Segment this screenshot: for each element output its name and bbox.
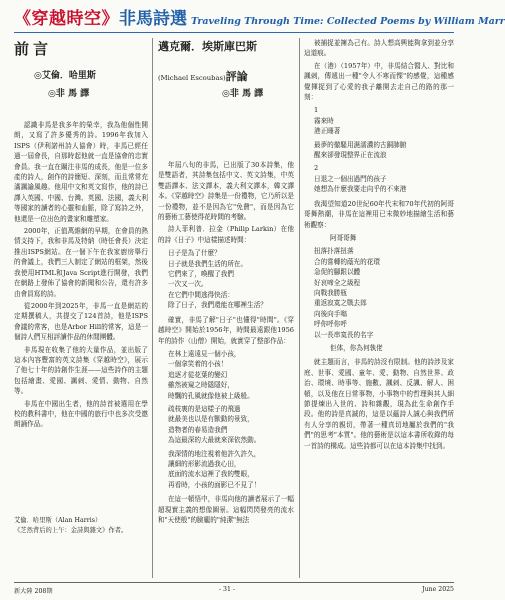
preface-paragraph: 從2000年到2025年，非馬一直是網站的定期撰稿人，共提交了124首詩，他是ISPS會議的常客，也是Arbor Hill的常客，這是一個詩人們互相評讀作品的休閒團體。 (14, 301, 148, 342)
column-divider-2 (299, 38, 300, 578)
review-paragraph: 我渴望知道20世紀60年代末和70年代初的阿哥哥舞熱潮，非馬在這裡用已末微妙地描繪生活和藝術觀察： (304, 199, 454, 229)
review-paragraph: 就主題而言，非馬的詩沒有限制。他的詩涉及家庭、世事、愛國、童年、愛、動物、自然世界、政治、環境、時事等、施數、諷刺、反諷、解人、困頓，以及他在日常事物，小事物中的哲理與其人細節提煉出入世的、詩和雜觀，現為此生命創作手段。他的詩是真誠的，這是以蘊詩人誠心與我們所有人分享的親切，帶著一種真切地屬於我們的"我們"的思考"本質"。他的藝術是以這本書所收錄的每一首詩的構成。這些詩都可以在這本詩集中找到。 (304, 358, 454, 450)
preface-paragraph: 2000年，正值萬維網的早期，在會員的熱情支持下，我和非馬及特納（時任會長）決定推出ISPS網站。在一個下午在我家廚房舉行的會議上，我們三人制定了網站的框架，然後我使用HTML和Java Script進行開發，我們在網路上發佈了協會的新聞和公告，還有許多由會員寫的詩。 (14, 227, 148, 298)
review-subline (158, 68, 248, 84)
review-english-name: (Michael Escoubas) (158, 74, 226, 82)
bio-name: 艾倫．哈里斯（Alan Harris） (14, 517, 102, 524)
poem-line: 在林上遠遠見一個小孩， (168, 349, 241, 358)
poem-line: 追逐才從花葉的變幻 (168, 370, 228, 379)
poem-line: 合的嘗轉的蔭光的花環 (314, 257, 380, 266)
poem-line: 重返寂寞之戰去郎 (314, 299, 367, 308)
preface-paragraph: 非馬在中國出生者，他的詩首被選用在學校的教科書中，他在中國的旅行中也多次受邀朗誦作品。 (14, 399, 148, 429)
poem-line: 向戰我勝瓶 (314, 288, 347, 297)
poem-line: 讓細的形影流過我心田， (168, 459, 241, 468)
review-author: 邁克爾．埃斯庫巴斯 (158, 40, 257, 53)
poem-line: 最夢的徹騷用濕濡濃的古銅肺腑 (314, 140, 407, 149)
poem-title: 阿哥哥舞 (330, 233, 357, 242)
banner-rule (14, 32, 454, 33)
poem-line: 呼你呼你呼 (314, 320, 347, 329)
poem-line: 向後向手嗡 (314, 309, 347, 318)
author-bio (14, 516, 148, 535)
footer-date: June 2025 (422, 586, 454, 593)
review-paragraph: 在（港）（1957年）中，非馬結合醫人、對比和諷刺，傳遞出一種"令人不寒而慄"的感覺，這種感覺揮捉到了心愛的我子離開去走自己的路的那一刻： (304, 61, 454, 102)
review-body-continued (304, 38, 454, 453)
poem-line: 以一長串寞長的名字 (314, 330, 374, 339)
poem-line: 日退之一個出過門的孩子 (314, 174, 387, 183)
poem-line: 再看時，小孩的面影已不見了！ (168, 480, 261, 489)
review-paragraph: 被捕捉並擁為己有。詩人想高興能夠拿到並分享這道痕。 (304, 39, 454, 58)
preface-author: ◎艾倫．哈里斯 (34, 71, 96, 81)
banner-subtitle: 非馬詩選 (119, 9, 187, 29)
poem-line: 霧來時 (314, 116, 334, 125)
poem-line: 港正睡著 (314, 127, 341, 136)
bio-description: 《芝然背后的上午：金詩與雜文》作者。 (14, 526, 128, 534)
poem-line: 好哀啼全之級程 (314, 278, 361, 287)
poem-a-go-go (314, 233, 454, 353)
banner-english: Traveling Through Time: Collected Poems by William Marr (191, 16, 505, 27)
preface-title: 前言 (14, 40, 53, 58)
review-paragraph: 確實，非馬了解"日子"也懂得"時間"。《穿越時空》開始於1956年，時間最遠跟他1956年的詩作（山僧）開始，就實穿了整部作品： (158, 315, 294, 345)
poem-line: 除了日子，我們還能在哪裡生活？ (168, 301, 267, 310)
preface-translator: ◎非 馬 譯 (48, 89, 90, 99)
poem-line: 一次又一次。 (168, 280, 208, 289)
preface-paragraph: 非馬現在收集了他的大量作品，並出版了這本內容豐富的英文詩集《穿越時空》，展示了他七十年的詩創作生涯——這些詩作的主題包括繪畫、愛國、諷刺、愛情、動物、自然等。 (14, 345, 148, 396)
footer-issue: 新大陸 208期 (14, 588, 53, 595)
poem-line: 醒來卻發現整界正在流浪 (314, 151, 387, 160)
poem-mountain-monk (168, 349, 294, 490)
poem-line: 造物者的春易造我們 (168, 425, 228, 434)
poem-line: 時飄的孔風就像他被上級般。 (168, 391, 254, 400)
poem-line: 一個拿笑着的小孩！ (168, 360, 228, 369)
review-body (158, 160, 294, 527)
review-header (158, 38, 298, 99)
poem-line: 在它們中間逃得快活： (168, 290, 234, 299)
poem-days (168, 248, 294, 310)
review-paragraph: 年屆八旬的非馬，已出版了30本詩集，他是雙語者，其詩集包括中文、英文詩集，中英雙語譯本、法文譯本，義大利文譯本，韓文譯本。《穿越時空》詩集是一份禮物，它乃所以是一份禮物，並不是因為它"免費"，而是因為它的藝術工藝使得花時間的考驗。 (158, 161, 294, 222)
poem-line: 日子就是我們生活的所在。 (168, 259, 248, 268)
footer-rule (14, 582, 454, 583)
poem-line: 我深情的地注視着他許久許久， (168, 449, 261, 458)
review-paragraph: 在這一頓悟中，非馬向他的讀者展示了一幅超現實主義的想像圖景。這幅閃閃發亮的流水和"天使般"的臉龐的"純潔"無法 (158, 495, 294, 524)
preface-paragraph: 認識非馬是我多年的榮幸，我為他個性開朗，又寫了許多優秀的詩。1996年我加入ISPS（伊利諾州詩人協會）時，非馬已經任過一屆會長，自那時起他就一直是協會的忠實會員。我一直在關注非馬的成長，他是一位多產的詩人，創作的詩簡短、深刻，而且常常充滿諷諭風趣。他用中文和英文寫作，他的詩已譯入英國、中國、台灣、英國、法國，義大利等國家的讀者的心靈和血脈，除了寫詩之外，他還是一位出色的畫家和雕塑家。 (14, 121, 148, 223)
poem-line: 日子是為了什麼？ (168, 249, 221, 258)
footer-page-number: - 31 - (219, 586, 235, 593)
poem-line: 為這最深的大最就來深依然動。 (168, 436, 261, 445)
poem-line: 底面的流水這裡了我的雙眼， (168, 470, 254, 479)
poem-line: 雖然被窺之時隱隱好， (168, 381, 234, 390)
column-divider-1 (152, 38, 153, 578)
banner-brand: 《穿越時空》 (14, 9, 119, 29)
poem-line: 急促的腳跟以體 (314, 268, 361, 277)
poem-line: 它們來了，喚醒了我們 (168, 270, 234, 279)
poem-line: 2 (314, 164, 319, 173)
poem-line: 1 (314, 106, 319, 115)
review-label: 評論 (225, 70, 248, 83)
preface-body (14, 120, 148, 432)
review-paragraph: 詩人菲利普．拉金（Philip Larkin）在他的詩《日子》中這樣描述時間： (158, 225, 294, 244)
poem-harbor (314, 105, 454, 194)
review-translator: ◎非 馬 譯 (222, 89, 264, 99)
preface-header (14, 38, 148, 99)
poem-line: 疏枝裏的是這樣子的飛過 (168, 404, 241, 413)
poem-line: 扭落扑落扭落 (314, 247, 354, 256)
poem-line: 就最美也以是有獸動的景致， (168, 415, 254, 424)
page-banner (14, 4, 505, 30)
poem-line: 佢体，你為何執佬 (330, 343, 383, 352)
poem-line: 她想為什麼我要走向乎的不來港 (314, 185, 407, 194)
